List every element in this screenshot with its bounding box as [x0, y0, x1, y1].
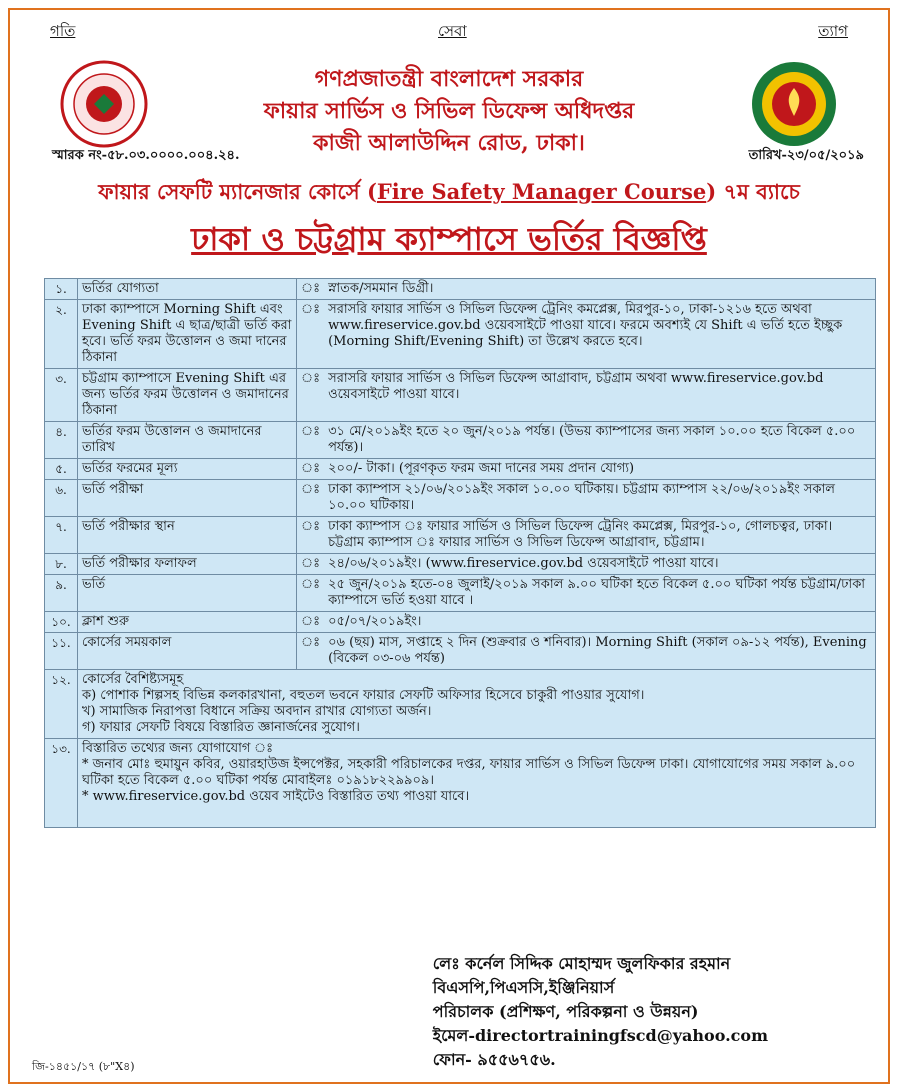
features-heading: কোর্সের বৈশিষ্ট্যসমূহ	[82, 672, 184, 687]
row-label: ঢাকা ক্যাম্পাসে Morning Shift এবং Evening Shift এ ছাত্র/ছাত্রী ভর্তি করা হবে। ভর্তি ফরম উত্তোলন ও জমা দানের ঠিকানা	[78, 300, 297, 369]
row-number: ২.	[45, 300, 78, 369]
row-number: ৫.	[45, 459, 78, 480]
row-label: ক্লাশ শুরু	[78, 612, 297, 633]
row-value: ৩১ মে/২০১৯ইং হতে ২০ জুন/২০১৯ পর্যন্ত। (উভয় ক্যাম্পাসের জন্য সকাল ১০.০০ হতে বিকেল ৫.০০ পর্যন্ত)।	[324, 422, 875, 459]
row-number: ১০.	[45, 612, 78, 633]
signatory-designation: পরিচালক (প্রশিক্ষণ, পরিকল্পনা ও উন্নয়ন)	[432, 1002, 699, 1021]
row-separator: ঃ	[297, 612, 325, 633]
signature-block	[433, 952, 768, 1072]
motto-sacrifice: ত্যাগ	[818, 22, 848, 40]
row-number: ৭.	[45, 517, 78, 554]
row-label: ভর্তির ফরমের মূল্য	[78, 459, 297, 480]
contact-item: * জনাব মোঃ হুমায়ুন কবির, ওয়ারহাউজ ইন্সপেক্টর, সহকারী পরিচালকের দপ্তর, ফায়ার সার্ভিস ও সিভিল ডিফেন্স ঢাকা। যোগাযোগের সময় সকাল ৯.০০ ঘটিকা হতে বিকেল ৫.০০ ঘটিকা পর্যন্ত মোবাইলঃ ০১৯১৮২২৯৯০৯।	[82, 757, 856, 788]
table-row	[45, 480, 876, 517]
header-line-1: গণপ্রজাতন্ত্রী বাংলাদেশ সরকার	[314, 66, 584, 92]
admission-notice-title: ঢাকা ও চট্টগ্রাম ক্যাম্পাসে ভর্তির বিজ্ঞপ্তি	[191, 220, 707, 258]
row-value: ২৪/০৬/২০১৯ইং। (www.fireservice.gov.bd ওয়েবসাইটে পাওয়া যাবে।	[324, 554, 875, 575]
table-row	[45, 300, 876, 369]
row-separator: ঃ	[297, 279, 325, 300]
table-row	[45, 369, 876, 422]
row-separator: ঃ	[297, 480, 325, 517]
signatory-email[interactable]: ইমেল-directortrainingfscd@yahoo.com	[432, 1026, 768, 1045]
row-separator: ঃ	[297, 633, 325, 670]
row-value: ২৫ জুন/২০১৯ হতে-০৪ জুলাই/২০১৯ সকাল ৯.০০ ঘটিকা হতে বিকেল ৫.০০ ঘটিকা পর্যন্ত চট্টগ্রাম/ঢাকা ক্যাম্পাসে ভর্তি হওয়া যাবে ।	[324, 575, 875, 612]
row-separator: ঃ	[297, 422, 325, 459]
table-row	[45, 422, 876, 459]
feature-item: ক) পোশাক শিল্পসহ বিভিন্ন কলকারখানা, বহুতল ভবনে ফায়ার সেফটি অফিসার হিসেবে চাকুরী পাওয়ার সুযোগ।	[82, 688, 645, 703]
table-row	[45, 517, 876, 554]
notice-page	[8, 8, 890, 1084]
row-number: ৯.	[45, 575, 78, 612]
row-number: ১২.	[45, 670, 78, 739]
row-label: ভর্তি পরীক্ষার স্থান	[78, 517, 297, 554]
row-label: ভর্তির ফরম উত্তোলন ও জমাদানের তারিখ	[78, 422, 297, 459]
table-row	[45, 612, 876, 633]
row-value: ঢাকা ক্যাম্পাস ২১/০৬/২০১৯ইং সকাল ১০.০০ ঘটিকায়। চট্টগ্রাম ক্যাম্পাস ২২/০৬/২০১৯ইং সকাল ১০.০০ ঘটিকায়।	[324, 480, 875, 517]
course-title	[10, 176, 888, 211]
row-value: ০৬ (ছয়) মাস, সপ্তাহে ২ দিন (শুক্রবার ও শনিবার)। Morning Shift (সকাল ০৯-১২ পর্যন্ত), Evening (বিকেল ০৩-০৬ পর্যন্ত)	[324, 633, 875, 670]
signatory-qualifications: বিএসপি,পিএসসি,ইঞ্জিনিয়ার্স	[432, 978, 615, 997]
signatory-phone: ফোন- ৯৫৫৬৭৫৬.	[432, 1050, 556, 1069]
row-separator: ঃ	[297, 459, 325, 480]
contact-item: * www.fireservice.gov.bd ওয়েব সাইটেও বিস্তারিত তথ্য পাওয়া যাবে।	[82, 789, 470, 804]
contact-heading: বিস্তারিত তথ্যের জন্য যোগাযোগ ঃ	[82, 741, 274, 756]
row-separator: ঃ	[297, 300, 325, 369]
row-label: ভর্তির যোগ্যতা	[78, 279, 297, 300]
memo-number: স্মারক নং-৫৮.০৩.০০০০.০০৪.২৪.	[52, 148, 240, 163]
table-row	[45, 279, 876, 300]
table-row	[45, 459, 876, 480]
course-title-post: ) ৭ম ব্যাচে	[706, 179, 800, 204]
row-value: সরাসরি ফায়ার সার্ভিস ও সিভিল ডিফেন্স আগ্রাবাদ, চট্টগ্রাম অথবা www.fireservice.gov.bd ওয়েবসাইটে পাওয়া যাবে।	[324, 369, 875, 422]
footer-code: জি-১৪৫১/১৭ (৮"X৪)	[32, 1060, 135, 1073]
row-value: ঢাকা ক্যাম্পাস ঃ ফায়ার সার্ভিস ও সিভিল ডিফেন্স ট্রেনিং কমপ্লেক্স, মিরপুর-১০, গোলচত্বর, ঢাকা। চট্টগ্রাম ক্যাম্পাস ঃ ফায়ার সার্ভিস ও সিভিল ডিফেন্স আগ্রাবাদ, চট্টগ্রাম।	[324, 517, 875, 554]
motto-speed: গতি	[50, 22, 76, 40]
row-label: ভর্তি পরীক্ষার ফলাফল	[78, 554, 297, 575]
row-value: ০৫/০৭/২০১৯ইং।	[324, 612, 875, 633]
row-number: ১.	[45, 279, 78, 300]
row-label: ভর্তি পরীক্ষা	[78, 480, 297, 517]
row-label: ভর্তি	[78, 575, 297, 612]
course-title-pre: ফায়ার সেফটি ম্যানেজার কোর্সে (	[98, 179, 377, 204]
header-line-3: কাজী আলাউদ্দিন রোড, ঢাকা।	[313, 130, 585, 156]
admission-info-table	[44, 278, 876, 828]
notice-date: তারিখ-২৩/০৫/২০১৯	[748, 148, 864, 163]
motto-service: সেবা	[438, 22, 467, 40]
table-row	[45, 739, 876, 828]
table-row	[45, 554, 876, 575]
row-separator: ঃ	[297, 517, 325, 554]
signatory-name: লেঃ কর্নেল সিদ্দিক মোহাম্মদ জুলফিকার রহমান	[432, 954, 731, 973]
row-separator: ঃ	[297, 554, 325, 575]
row-number: ১৩.	[45, 739, 78, 828]
row-value: স্নাতক/সমমান ডিগ্রী।	[324, 279, 875, 300]
row-label: কোর্সের সময়কাল	[78, 633, 297, 670]
row-value: ২০০/- টাকা। (পূরণকৃত ফরম জমা দানের সময় প্রদান যোগ্য)	[324, 459, 875, 480]
row-number: ৮.	[45, 554, 78, 575]
table-row	[45, 670, 876, 739]
contact-cell	[78, 739, 876, 828]
row-separator: ঃ	[297, 369, 325, 422]
table-row	[45, 575, 876, 612]
header-line-2: ফায়ার সার্ভিস ও সিভিল ডিফেন্স অধিদপ্তর	[263, 98, 635, 124]
row-value: সরাসরি ফায়ার সার্ভিস ও সিভিল ডিফেন্স ট্রেনিং কমপ্লেক্স, মিরপুর-১০, ঢাকা-১২১৬ হতে অথবা www.fireservice.gov.bd ওয়েবসাইটে পাওয়া যাবে। ফরমে অবশ্যই যে Shift এ ভর্তি হতে ইচ্ছুক (Morning Shift/Evening Shift) তা উল্লেখ করতে হবে।	[324, 300, 875, 369]
features-cell	[78, 670, 876, 739]
table-row	[45, 633, 876, 670]
row-label: চট্টগ্রাম ক্যাম্পাসে Evening Shift এর জন্য ভর্তির ফরম উত্তোলন ও জমাদানের ঠিকানা	[78, 369, 297, 422]
feature-item: গ) ফায়ার সেফটি বিষয়ে বিস্তারিত জ্ঞানার্জনের সুযোগ।	[82, 720, 360, 735]
row-number: ৪.	[45, 422, 78, 459]
row-separator: ঃ	[297, 575, 325, 612]
feature-item: খ) সামাজিক নিরাপত্তা বিধানে সক্রিয় অবদান রাখার যোগ্যতা অর্জন।	[82, 704, 432, 719]
row-number: ১১.	[45, 633, 78, 670]
course-title-english: Fire Safety Manager Course	[376, 179, 707, 204]
row-number: ৩.	[45, 369, 78, 422]
row-number: ৬.	[45, 480, 78, 517]
